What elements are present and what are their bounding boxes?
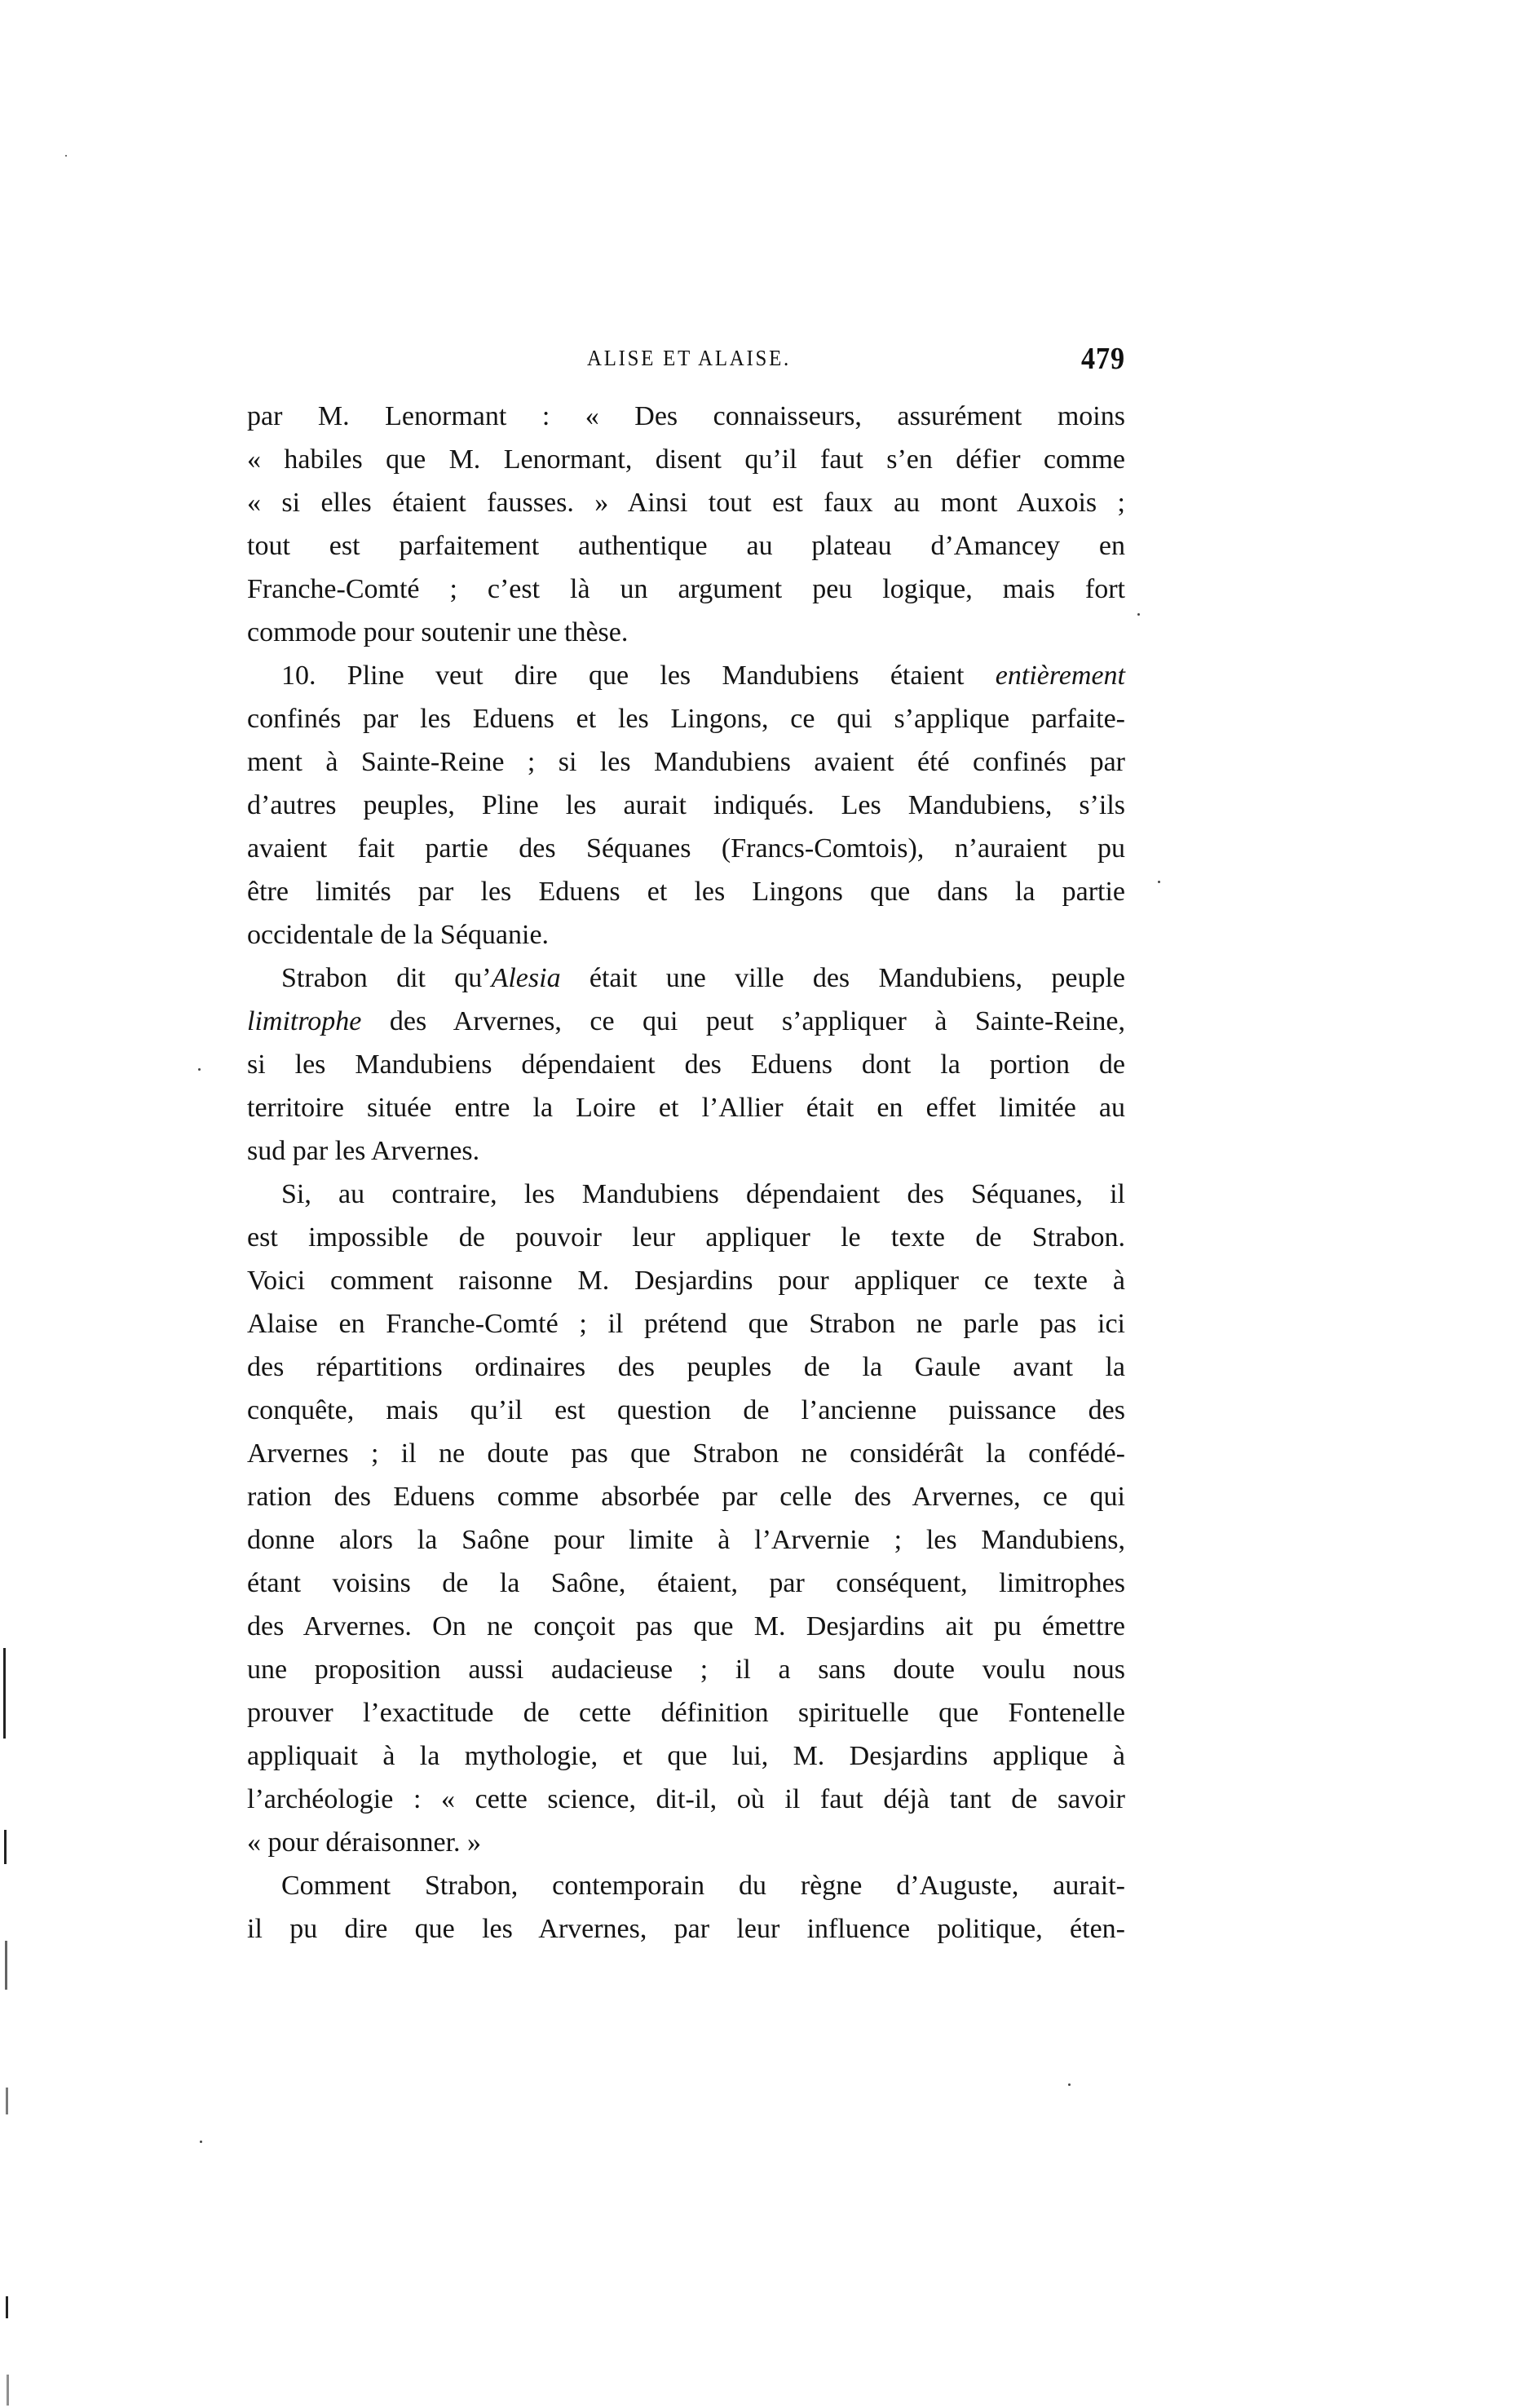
scan-edge-mark bbox=[3, 1648, 6, 1739]
scan-edge-mark bbox=[6, 2088, 8, 2114]
text-segment: « si elles étaient fausses. » Ainsi tout est faux au mont Auxois ; bbox=[247, 488, 1125, 518]
text-line bbox=[247, 654, 1125, 697]
text-segment: Alaise en Franche-Comté ; il prétend que Strabon ne parle pas ici bbox=[247, 1309, 1125, 1339]
text-line bbox=[247, 481, 1125, 524]
text-line bbox=[247, 957, 1125, 1000]
italic-text: entièrement bbox=[995, 661, 1125, 691]
text-segment: occidentale de la Séquanie. bbox=[247, 920, 550, 950]
text-segment: étant voisins de la Saône, étaient, par conséquent, limitrophes bbox=[247, 1568, 1125, 1598]
running-title: ALISE ET ALAISE. bbox=[586, 346, 792, 370]
text-segment: si les Mandubiens dépendaient des Eduens dont la portion de bbox=[247, 1049, 1125, 1080]
text-segment: Arvernes ; il ne doute pas que Strabon ne considérât la confédé- bbox=[247, 1438, 1125, 1469]
text-line bbox=[247, 1734, 1125, 1778]
text-line bbox=[247, 1302, 1125, 1345]
text-line bbox=[247, 1691, 1125, 1734]
text-segment: « habiles que M. Lenormant, disent qu’il faut s’en défier comme bbox=[247, 444, 1125, 475]
running-head bbox=[247, 341, 1125, 377]
text-line bbox=[247, 1432, 1125, 1475]
text-line bbox=[247, 1216, 1125, 1259]
scan-speck bbox=[1137, 613, 1140, 616]
text-line bbox=[247, 524, 1125, 568]
text-segment: des Arvernes. On ne conçoit pas que M. Desjardins ait pu émettre bbox=[247, 1611, 1125, 1641]
text-line bbox=[247, 1173, 1125, 1216]
scan-edge-mark bbox=[7, 2375, 9, 2406]
text-line bbox=[247, 1129, 1125, 1173]
text-line bbox=[247, 827, 1125, 870]
text-segment: conquête, mais qu’il est question de l’ancienne puissance des bbox=[247, 1395, 1125, 1425]
text-segment: « pour déraisonner. » bbox=[247, 1827, 482, 1858]
text-line bbox=[247, 1345, 1125, 1389]
text-line bbox=[247, 568, 1125, 611]
text-line bbox=[247, 611, 1125, 654]
text-segment: être limités par les Eduens et les Lingons que dans la partie bbox=[247, 877, 1125, 907]
scan-speck bbox=[200, 2141, 202, 2143]
scan-speck bbox=[1068, 2083, 1071, 2086]
text-segment: ment à Sainte-Reine ; si les Mandubiens avaient été confinés par bbox=[247, 747, 1125, 777]
text-segment: l’archéologie : « cette science, dit-il, où il faut déjà tant de savoir bbox=[247, 1784, 1125, 1814]
text-segment: est impossible de pouvoir leur appliquer le texte de Strabon. bbox=[247, 1222, 1125, 1253]
page-number: 479 bbox=[1081, 342, 1125, 376]
italic-text: limitrophe bbox=[247, 1006, 362, 1036]
text-line bbox=[247, 1475, 1125, 1518]
body-text bbox=[247, 395, 1125, 1951]
text-line bbox=[247, 1821, 1125, 1864]
text-line bbox=[247, 1086, 1125, 1129]
text-line bbox=[247, 913, 1125, 957]
text-line bbox=[247, 1605, 1125, 1648]
italic-text: Alesia bbox=[491, 963, 561, 993]
text-line bbox=[247, 870, 1125, 913]
text-segment: sud par les Arvernes. bbox=[247, 1136, 480, 1166]
text-segment: il pu dire que les Arvernes, par leur influence politique, éten- bbox=[247, 1914, 1125, 1944]
text-segment: Si, au contraire, les Mandubiens dépendaient des Séquanes, il bbox=[281, 1179, 1125, 1209]
scan-speck bbox=[1158, 881, 1160, 883]
text-segment: Strabon dit qu’ bbox=[281, 963, 492, 993]
scan-edge-mark bbox=[5, 1941, 7, 1990]
text-line bbox=[247, 697, 1125, 740]
text-segment: par M. Lenormant : « Des connaisseurs, assurément moins bbox=[247, 401, 1125, 431]
text-line bbox=[247, 1043, 1125, 1086]
text-segment: était une ville des Mandubiens, peuple bbox=[560, 963, 1125, 993]
text-segment: une proposition aussi audacieuse ; il a sans doute voulu nous bbox=[247, 1655, 1125, 1685]
text-segment: donne alors la Saône pour limite à l’Arvernie ; les Mandubiens, bbox=[247, 1525, 1125, 1555]
scan-edge-mark bbox=[6, 2296, 8, 2318]
text-segment: ration des Eduens comme absorbée par celle des Arvernes, ce qui bbox=[247, 1482, 1125, 1512]
text-segment: territoire située entre la Loire et l’Allier était en effet limitée au bbox=[247, 1093, 1125, 1123]
text-line bbox=[247, 438, 1125, 481]
text-line bbox=[247, 1389, 1125, 1432]
scan-speck bbox=[65, 155, 67, 157]
text-segment: des Arvernes, ce qui peut s’appliquer à Sainte-Reine, bbox=[361, 1006, 1125, 1036]
text-segment: 10. Pline veut dire que les Mandubiens étaient bbox=[281, 661, 996, 691]
text-segment: des répartitions ordinaires des peuples de la Gaule avant la bbox=[247, 1352, 1125, 1382]
text-segment: commode pour soutenir une thèse. bbox=[247, 617, 629, 647]
text-line bbox=[247, 1000, 1125, 1043]
text-line bbox=[247, 784, 1125, 827]
text-line bbox=[247, 1907, 1125, 1951]
scan-edge-mark bbox=[4, 1830, 7, 1864]
text-segment: d’autres peuples, Pline les aurait indiqués. Les Mandubiens, s’ils bbox=[247, 790, 1125, 820]
text-line bbox=[247, 395, 1125, 438]
text-segment: Comment Strabon, contemporain du règne d’Auguste, aurait- bbox=[281, 1871, 1125, 1901]
text-segment: Franche-Comté ; c’est là un argument peu logique, mais fort bbox=[247, 574, 1125, 604]
text-segment: Voici comment raisonne M. Desjardins pour appliquer ce texte à bbox=[247, 1266, 1125, 1296]
text-line bbox=[247, 1648, 1125, 1691]
text-segment: confinés par les Eduens et les Lingons, ce qui s’applique parfaite- bbox=[247, 704, 1125, 734]
text-line bbox=[247, 1259, 1125, 1302]
text-line bbox=[247, 1778, 1125, 1821]
text-line bbox=[247, 740, 1125, 784]
text-segment: prouver l’exactitude de cette définition spirituelle que Fontenelle bbox=[247, 1698, 1125, 1728]
text-segment: avaient fait partie des Séquanes (Francs-Comtois), n’auraient pu bbox=[247, 833, 1125, 864]
text-line bbox=[247, 1864, 1125, 1907]
text-segment: tout est parfaitement authentique au plateau d’Amancey en bbox=[247, 531, 1125, 561]
scan-speck bbox=[198, 1068, 201, 1071]
text-segment: appliquait à la mythologie, et que lui, M. Desjardins applique à bbox=[247, 1741, 1125, 1771]
text-line bbox=[247, 1518, 1125, 1562]
text-line bbox=[247, 1562, 1125, 1605]
